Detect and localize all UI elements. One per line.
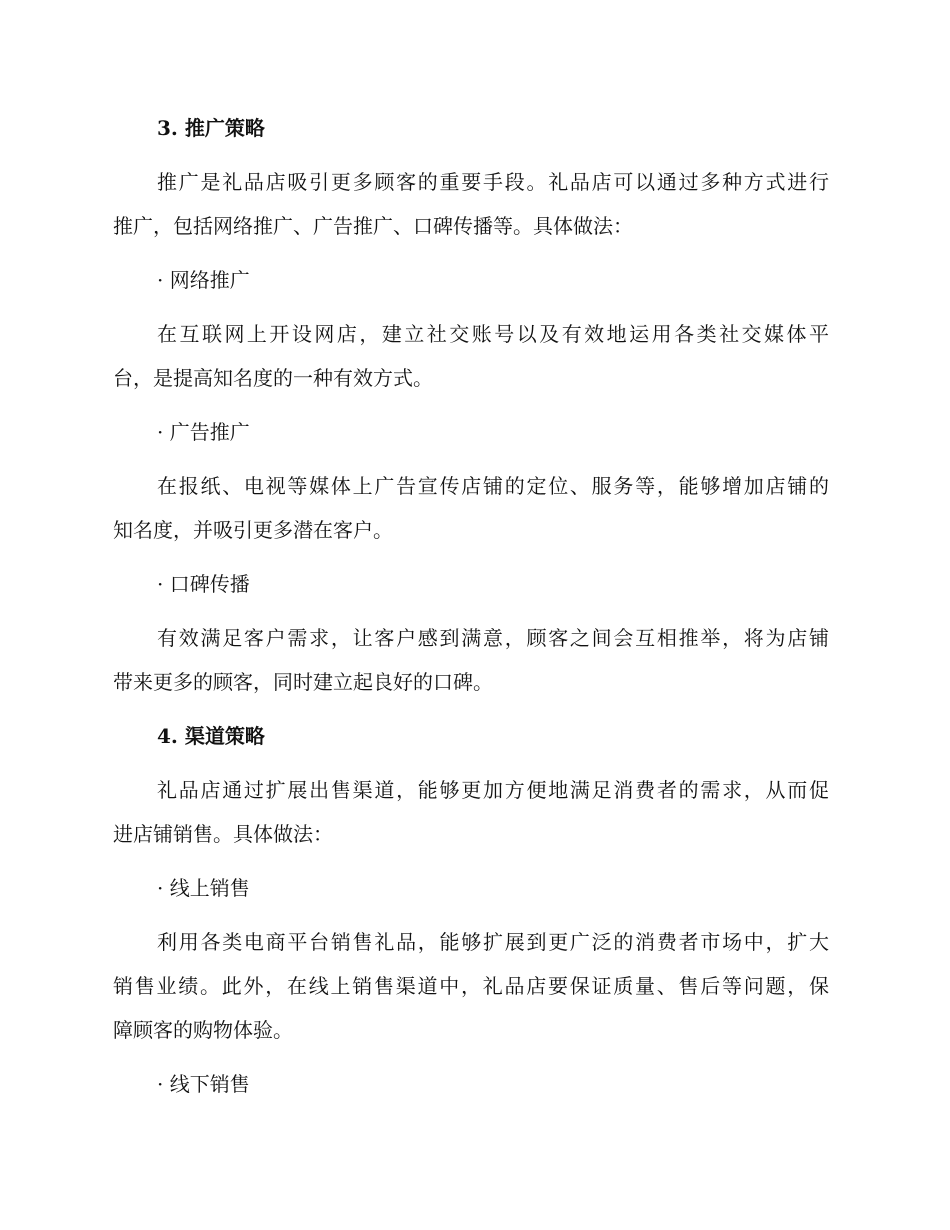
section-heading-text: 3. 推广策略 bbox=[157, 116, 265, 140]
bullet-title-text: · 广告推广 bbox=[157, 420, 250, 444]
bullet-title-text: · 网络推广 bbox=[157, 268, 250, 292]
paragraph-line: 在报纸、电视等媒体上广告宣传店铺的定位、服务等，能够增加店铺的 bbox=[157, 474, 829, 498]
bullet-title-online-sales bbox=[157, 866, 829, 910]
paragraph-promotion-intro bbox=[113, 160, 829, 248]
section-heading-promotion bbox=[157, 106, 829, 150]
paragraph-line: 障顾客的购物体验。 bbox=[113, 1018, 293, 1042]
paragraph-line: 带来更多的顾客，同时建立起良好的口碑。 bbox=[113, 670, 493, 694]
paragraph-line: 知名度，并吸引更多潜在客户。 bbox=[113, 518, 393, 542]
paragraph-online-sales bbox=[113, 920, 829, 1052]
bullet-title-word-of-mouth bbox=[157, 562, 829, 606]
paragraph-line: 台，是提高知名度的一种有效方式。 bbox=[113, 366, 433, 390]
paragraph-channel-intro bbox=[113, 768, 829, 856]
bullet-title-text: · 线下销售 bbox=[157, 1072, 250, 1096]
section-heading-text: 4. 渠道策略 bbox=[157, 724, 265, 748]
paragraph-line: 推广是礼品店吸引更多顾客的重要手段。礼品店可以通过多种方式进行 bbox=[157, 170, 829, 194]
paragraph-line: 推广，包括网络推广、广告推广、口碑传播等。具体做法： bbox=[113, 214, 633, 238]
paragraph-line: 在互联网上开设网店，建立社交账号以及有效地运用各类社交媒体平 bbox=[157, 322, 829, 346]
bullet-title-ad-promotion bbox=[157, 410, 829, 454]
bullet-title-text: · 口碑传播 bbox=[157, 572, 250, 596]
paragraph-line: 利用各类电商平台销售礼品，能够扩展到更广泛的消费者市场中，扩大 bbox=[157, 930, 829, 954]
paragraph-online-promotion bbox=[113, 312, 829, 400]
paragraph-line: 进店铺销售。具体做法： bbox=[113, 822, 333, 846]
bullet-title-offline-sales bbox=[157, 1062, 829, 1106]
paragraph-line: 销售业绩。此外，在线上销售渠道中，礼品店要保证质量、售后等问题，保 bbox=[113, 974, 829, 998]
bullet-title-online-promotion bbox=[157, 258, 829, 302]
paragraph-word-of-mouth bbox=[113, 616, 829, 704]
paragraph-line: 礼品店通过扩展出售渠道，能够更加方便地满足消费者的需求，从而促 bbox=[157, 778, 829, 802]
bullet-title-text: · 线上销售 bbox=[157, 876, 250, 900]
paragraph-ad-promotion bbox=[113, 464, 829, 552]
paragraph-line: 有效满足客户需求，让客户感到满意，顾客之间会互相推举，将为店铺 bbox=[157, 626, 829, 650]
section-heading-channel bbox=[157, 714, 829, 758]
